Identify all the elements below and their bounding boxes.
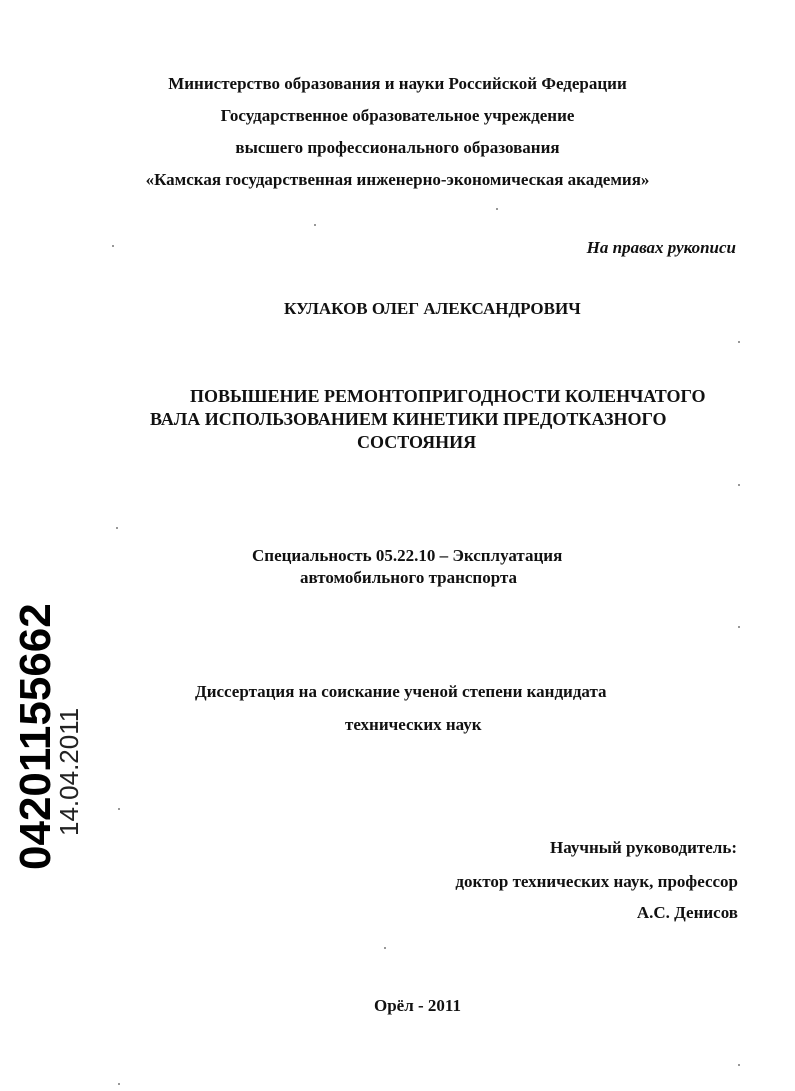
scan-speck [738,626,740,628]
scan-speck [738,341,740,343]
scan-speck [118,808,120,810]
supervisor-label: Научный руководитель: [550,838,737,857]
academy-name-line: «Камская государственная инженерно-экономическая академия» [145,170,650,189]
manuscript-rights-note: На правах рукописи [586,238,736,257]
place-and-year: Орёл - 2011 [374,996,461,1015]
scan-speck [496,208,498,210]
scan-speck [738,1064,740,1066]
specialty-line-2: автомобильного транспорта [300,568,518,587]
specialty-line-1: Специальность 05.22.10 – Эксплуатация [252,546,563,565]
institution-type-line: Государственное образовательное учреждение [220,106,575,125]
supervisor-name: А.С. Денисов [636,903,738,922]
degree-line-2: технических наук [345,715,482,734]
library-stamp-number: 04201155662 [11,603,60,870]
scan-speck [112,245,114,247]
author-name: КУЛАКОВ ОЛЕГ АЛЕКСАНДРОВИЧ [284,299,581,318]
ministry-line: Министерство образования и науки Российской Федерации [168,74,627,93]
degree-line-1: Диссертация на соискание ученой степени кандидата [195,682,607,701]
library-stamp-date: 14.04.2011 [54,707,84,836]
education-level-line: высшего профессионального образования [235,138,560,157]
scan-speck [314,224,316,226]
thesis-title-line-3: СОСТОЯНИЯ [357,432,477,452]
scan-speck [118,1083,120,1085]
scan-speck [384,947,386,949]
scan-speck [116,527,118,529]
scan-speck [738,484,740,486]
thesis-title-line-1: ПОВЫШЕНИЕ РЕМОНТОПРИГОДНОСТИ КОЛЕНЧАТОГО [190,386,706,406]
supervisor-title: доктор технических наук, профессор [455,872,738,891]
thesis-title-line-2: ВАЛА ИСПОЛЬЗОВАНИЕМ КИНЕТИКИ ПРЕДОТКАЗНОГО [150,409,667,429]
